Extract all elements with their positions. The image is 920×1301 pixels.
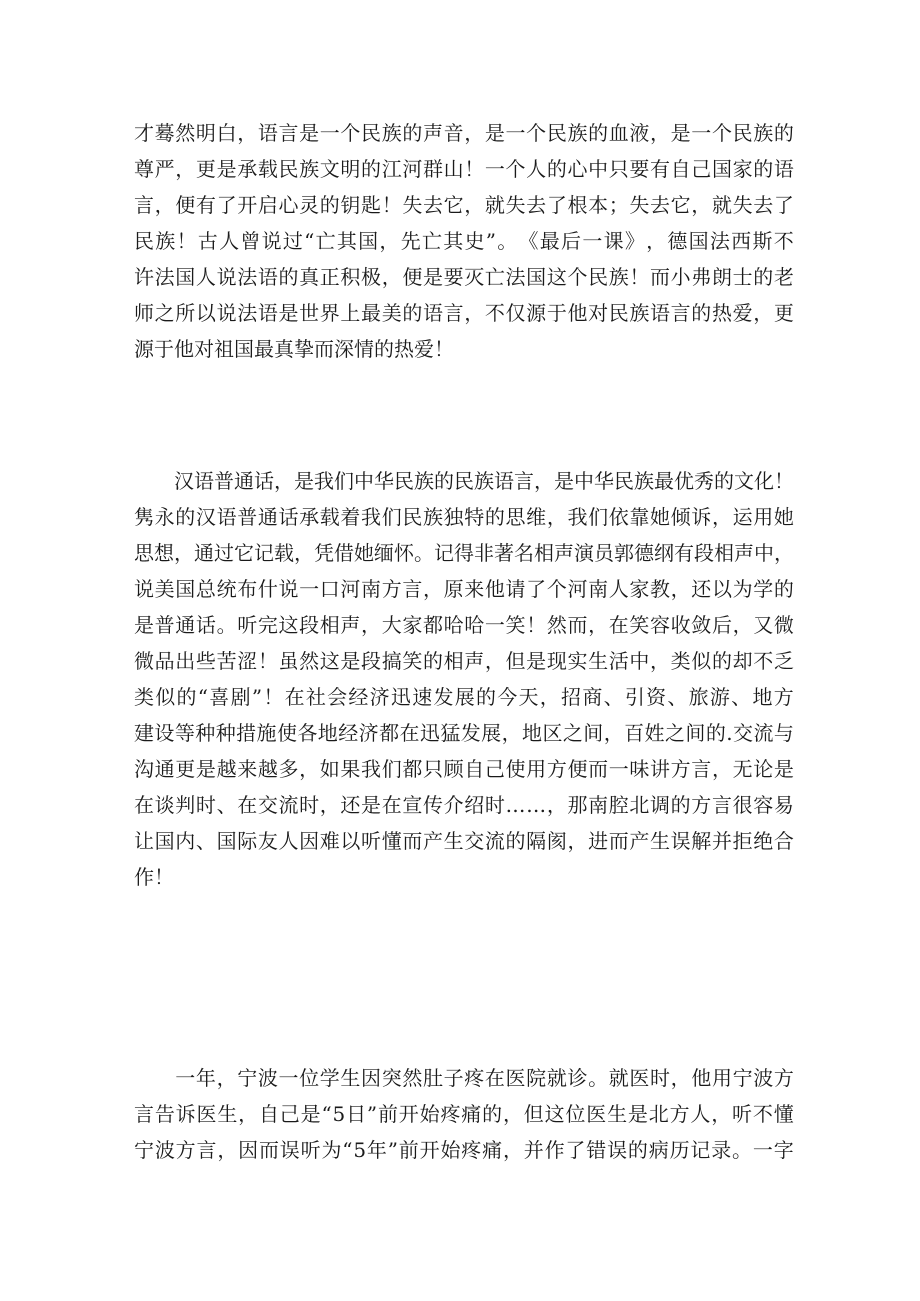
text-line: 言 ， 便 有 了 开 启 心 灵 的 钥 匙 ！ 失 去 它 ， 就 失 去 了 根 本 ； 失 去 它 ， 就 失 去 了: [134, 193, 794, 217]
text-line: 汉 语 普 通 话 ， 是 我 们 中 华 民 族 的 民 族 语 言 ， 是 中 华 民 族 最 优 秀 的 文 化 ！: [174, 469, 794, 493]
text-line: 说 美 国 总 统 布 什 说 一 口 河 南 方 言 ， 原 来 他 请 了 个 河 南 人 家 教 ， 还 以 为 学 的: [134, 577, 794, 601]
text-line: 建 设 等 种 种 措 施 使 各 地 经 济 都 在 迅 猛 发 展 ， 地 区 之 间 ， 百 姓 之 间 的 . 交 流 与: [134, 721, 794, 745]
text-line: 思 想 ， 通 过 它 记 载 ， 凭 借 她 缅 怀 。 记 得 非 著 名 相 声 演 员 郭 德 纲 有 段 相 声 中 ，: [134, 541, 794, 565]
text-line: 民 族 ！ 古 人 曾 说 过 “ 亡 其 国 ， 先 亡 其 史 ” 。 《 最 后 一 课 》 ， 德 国 法 西 斯 不: [134, 229, 794, 253]
text-line: 才 蓦 然 明 白 ， 语 言 是 一 个 民 族 的 声 音 ， 是 一 个 民 族 的 血 液 ， 是 一 个 民 族 的: [134, 121, 794, 145]
text-line: 在 谈 判 时 、 在 交 流 时 ， 还 是 在 宣 传 介 绍 时 … … ， 那 南 腔 北 调 的 方 言 很 容 易: [134, 793, 794, 817]
paragraph-3: [134, 1060, 794, 1168]
text-line: 让 国 内 、 国 际 友 人 因 难 以 听 懂 而 产 生 交 流 的 隔 阂 ， 进 而 产 生 误 解 并 拒 绝 合: [134, 829, 794, 853]
text-line: 尊 严 ， 更 是 承 载 民 族 文 明 的 江 河 群 山 ！ 一 个 人 的 心 中 只 要 有 自 己 国 家 的 语: [134, 157, 794, 181]
text-line: 沟 通 更 是 越 来 越 多 ， 如 果 我 们 都 只 顾 自 己 使 用 方 便 而 一 味 讲 方 言 ， 无 论 是: [134, 757, 794, 781]
text-line: 作！: [134, 865, 174, 889]
text-line: 类 似 的 “ 喜 剧 ” ！ 在 社 会 经 济 迅 速 发 展 的 今 天 ， 招 商 、 引 资 、 旅 游 、 地 方: [134, 685, 794, 709]
text-line: 一 年 ， 宁 波 一 位 学 生 因 突 然 肚 子 疼 在 医 院 就 诊 。 就 医 时 ， 他 用 宁 波 方: [175, 1066, 794, 1090]
text-line: 许 法 国 人 说 法 语 的 真 正 积 极 ， 便 是 要 灭 亡 法 国 这 个 民 族 ！ 而 小 弗 朗 士 的 老: [134, 265, 794, 289]
text-line: 隽 永 的 汉 语 普 通 话 承 载 着 我 们 民 族 独 特 的 思 维 ， 我 们 依 靠 她 倾 诉 ， 运 用 她: [134, 505, 794, 529]
text-line: 是 普 通 话 。 听 完 这 段 相 声 ， 大 家 都 哈 哈 一 笑 ！ 然 而 ， 在 笑 容 收 敛 后 ， 又 微: [134, 613, 794, 637]
text-line: 微 品 出 些 苦 涩 ！ 虽 然 这 是 段 搞 笑 的 相 声 ， 但 是 现 实 生 活 中 ， 类 似 的 却 不 乏: [134, 649, 794, 673]
text-line: 源于他对祖国最真挚而深情的热爱！: [134, 337, 454, 361]
text-line: 言 告 诉 医 生 ， 自 己 是 “ 5 日 ” 前 开 始 疼 痛 的 ， 但 这 位 医 生 是 北 方 人 ， 听 不 懂: [134, 1102, 794, 1126]
text-line: 宁 波 方 言 ， 因 而 误 听 为 “ 5 年 ” 前 开 始 疼 痛 ， 并 作 了 错 误 的 病 历 记 录 。 一 字: [134, 1138, 794, 1162]
text-line: 师 之 所 以 说 法 语 是 世 界 上 最 美 的 语 言 ， 不 仅 源 于 他 对 民 族 语 言 的 热 爱 ， 更: [134, 301, 794, 325]
paragraph-2: [134, 463, 794, 895]
paragraph-1: [134, 115, 794, 367]
